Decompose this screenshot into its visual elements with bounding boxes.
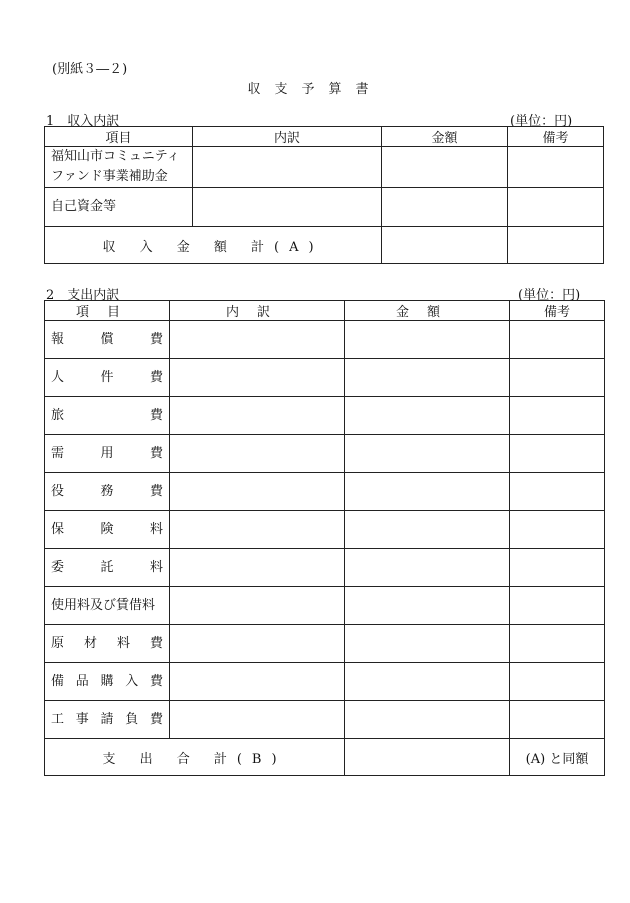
- income-heading: 1 収入内訳: [46, 114, 120, 129]
- expense-detail-cell[interactable]: [170, 587, 345, 625]
- expense-item-label: [45, 359, 170, 397]
- expense-row: [45, 321, 605, 359]
- expense-item-char: 役: [51, 484, 65, 499]
- expense-item-label: [45, 625, 170, 663]
- expense-detail-cell[interactable]: [170, 321, 345, 359]
- document-title: 収支予算書: [247, 82, 383, 97]
- expense-detail-cell[interactable]: [170, 359, 345, 397]
- income-amount-cell[interactable]: [382, 147, 508, 188]
- income-remarks-cell[interactable]: [508, 147, 604, 188]
- expense-amount-cell[interactable]: [345, 663, 510, 701]
- expense-item-char: 費: [149, 484, 163, 499]
- expense-row: [45, 473, 605, 511]
- expense-remarks-cell[interactable]: [510, 397, 605, 435]
- income-header-row: [45, 127, 604, 147]
- expense-item-char: 費: [149, 636, 163, 651]
- expense-detail-cell[interactable]: [170, 511, 345, 549]
- expense-item-char: 務: [100, 484, 114, 499]
- expense-item-char: 料: [149, 560, 163, 575]
- expense-item-label: [45, 435, 170, 473]
- expense-item-char: 料: [149, 522, 163, 537]
- expense-amount-cell[interactable]: [345, 473, 510, 511]
- expense-remarks-cell[interactable]: [510, 511, 605, 549]
- expense-item-char: 費: [149, 370, 163, 385]
- expense-row: [45, 663, 605, 701]
- expense-table: [44, 300, 605, 776]
- expense-item-char: 費: [149, 674, 163, 689]
- expense-detail-cell[interactable]: [170, 435, 345, 473]
- expense-amount-cell[interactable]: [345, 549, 510, 587]
- income-total-amount-cell[interactable]: [382, 227, 508, 264]
- expense-remarks-cell[interactable]: [510, 321, 605, 359]
- expense-item-label: [45, 587, 170, 625]
- expense-header-row: [45, 301, 605, 321]
- expense-item-label: [45, 321, 170, 359]
- income-table: [44, 126, 604, 264]
- expense-item-char: 請: [100, 712, 114, 727]
- expense-item-char: 原: [51, 636, 65, 651]
- attachment-note: (別紙３―２): [52, 62, 128, 77]
- expense-col-remarks: 備考: [510, 301, 605, 321]
- expense-amount-cell[interactable]: [345, 435, 510, 473]
- expense-item-char: 件: [100, 370, 114, 385]
- income-row-own-funds: [45, 188, 604, 227]
- expense-item-char: 購: [100, 674, 114, 689]
- income-col-detail: 内訳: [193, 127, 382, 147]
- expense-amount-cell[interactable]: [345, 397, 510, 435]
- expense-item-char: 旅: [51, 408, 65, 423]
- expense-detail-cell[interactable]: [170, 701, 345, 739]
- expense-row: [45, 511, 605, 549]
- expense-detail-cell[interactable]: [170, 397, 345, 435]
- expense-item-char: 委: [51, 560, 65, 575]
- income-unit: (単位：円): [510, 114, 573, 129]
- expense-remarks-cell[interactable]: [510, 587, 605, 625]
- expense-item-char: 事: [75, 712, 89, 727]
- expense-row: [45, 549, 605, 587]
- expense-total-label: 支 出 合 計(B): [45, 739, 345, 776]
- expense-col-amount: 金額: [345, 301, 510, 321]
- expense-item-char: 材: [83, 636, 97, 651]
- income-remarks-cell[interactable]: [508, 188, 604, 227]
- income-detail-cell[interactable]: [193, 188, 382, 227]
- income-col-item: 項目: [45, 127, 193, 147]
- expense-remarks-cell[interactable]: [510, 663, 605, 701]
- expense-item-char: 負: [125, 712, 139, 727]
- expense-item-char: 工: [51, 712, 65, 727]
- expense-amount-cell[interactable]: [345, 359, 510, 397]
- expense-amount-cell[interactable]: [345, 587, 510, 625]
- expense-amount-cell[interactable]: [345, 625, 510, 663]
- expense-col-item: 項目: [45, 301, 170, 321]
- expense-item-label: [45, 701, 170, 739]
- expense-item-char: 償: [100, 332, 114, 347]
- expense-row: [45, 625, 605, 663]
- expense-remarks-cell[interactable]: [510, 625, 605, 663]
- income-total-remarks-cell[interactable]: [508, 227, 604, 264]
- expense-item-char: 需: [51, 446, 65, 461]
- expense-amount-cell[interactable]: [345, 321, 510, 359]
- expense-remarks-cell[interactable]: [510, 473, 605, 511]
- expense-total-row: [45, 739, 605, 776]
- expense-detail-cell[interactable]: [170, 625, 345, 663]
- expense-amount-cell[interactable]: [345, 511, 510, 549]
- expense-item-char: 人: [51, 370, 65, 385]
- income-item-own-funds: 自己資金等: [45, 188, 193, 227]
- expense-row: [45, 701, 605, 739]
- expense-heading: 2 支出内訳: [46, 288, 120, 303]
- expense-row: [45, 587, 605, 625]
- expense-remarks-cell[interactable]: [510, 549, 605, 587]
- expense-unit: (単位：円): [518, 288, 581, 303]
- income-item-subsidy-line1: 福知山市コミュニティ: [51, 149, 180, 164]
- expense-item-char: 品: [75, 674, 89, 689]
- expense-row: [45, 397, 605, 435]
- income-total-label: 収 入 金 額 計(A): [45, 227, 382, 264]
- expense-remarks-cell[interactable]: [510, 435, 605, 473]
- expense-item-char: 入: [125, 674, 139, 689]
- expense-total-note: (A) と同額: [510, 739, 605, 776]
- expense-item-label: [45, 397, 170, 435]
- income-item-subsidy-line2: ファンド事業補助金: [51, 169, 168, 184]
- expense-item-char: 費: [149, 446, 163, 461]
- expense-item-char: 費: [149, 712, 163, 727]
- expense-row: [45, 359, 605, 397]
- expense-item-char: 険: [100, 522, 114, 537]
- expense-detail-cell[interactable]: [170, 663, 345, 701]
- expense-item-char: 料: [116, 636, 130, 651]
- expense-remarks-cell[interactable]: [510, 701, 605, 739]
- expense-item-char: 備: [51, 674, 65, 689]
- expense-item-char: 費: [149, 332, 163, 347]
- expense-item-char: 使用料及び賃借料: [51, 598, 156, 613]
- income-total-row: [45, 227, 604, 264]
- expense-item-label: [45, 511, 170, 549]
- expense-col-detail: 内訳: [170, 301, 345, 321]
- income-item-subsidy: [45, 147, 193, 188]
- income-detail-cell[interactable]: [193, 147, 382, 188]
- expense-detail-cell[interactable]: [170, 549, 345, 587]
- expense-item-char: 費: [149, 408, 163, 423]
- income-row-subsidy: [45, 147, 604, 188]
- income-amount-cell[interactable]: [382, 188, 508, 227]
- income-col-remarks: 備考: [508, 127, 604, 147]
- expense-total-amount-cell[interactable]: [345, 739, 510, 776]
- expense-item-char: 託: [100, 560, 114, 575]
- expense-item-label: [45, 549, 170, 587]
- expense-item-char: 報: [51, 332, 65, 347]
- expense-amount-cell[interactable]: [345, 701, 510, 739]
- expense-item-char: 保: [51, 522, 65, 537]
- expense-detail-cell[interactable]: [170, 473, 345, 511]
- expense-item-label: [45, 473, 170, 511]
- expense-row: [45, 435, 605, 473]
- expense-item-char: 用: [100, 446, 114, 461]
- expense-remarks-cell[interactable]: [510, 359, 605, 397]
- income-col-amount: 金額: [382, 127, 508, 147]
- expense-item-label: [45, 663, 170, 701]
